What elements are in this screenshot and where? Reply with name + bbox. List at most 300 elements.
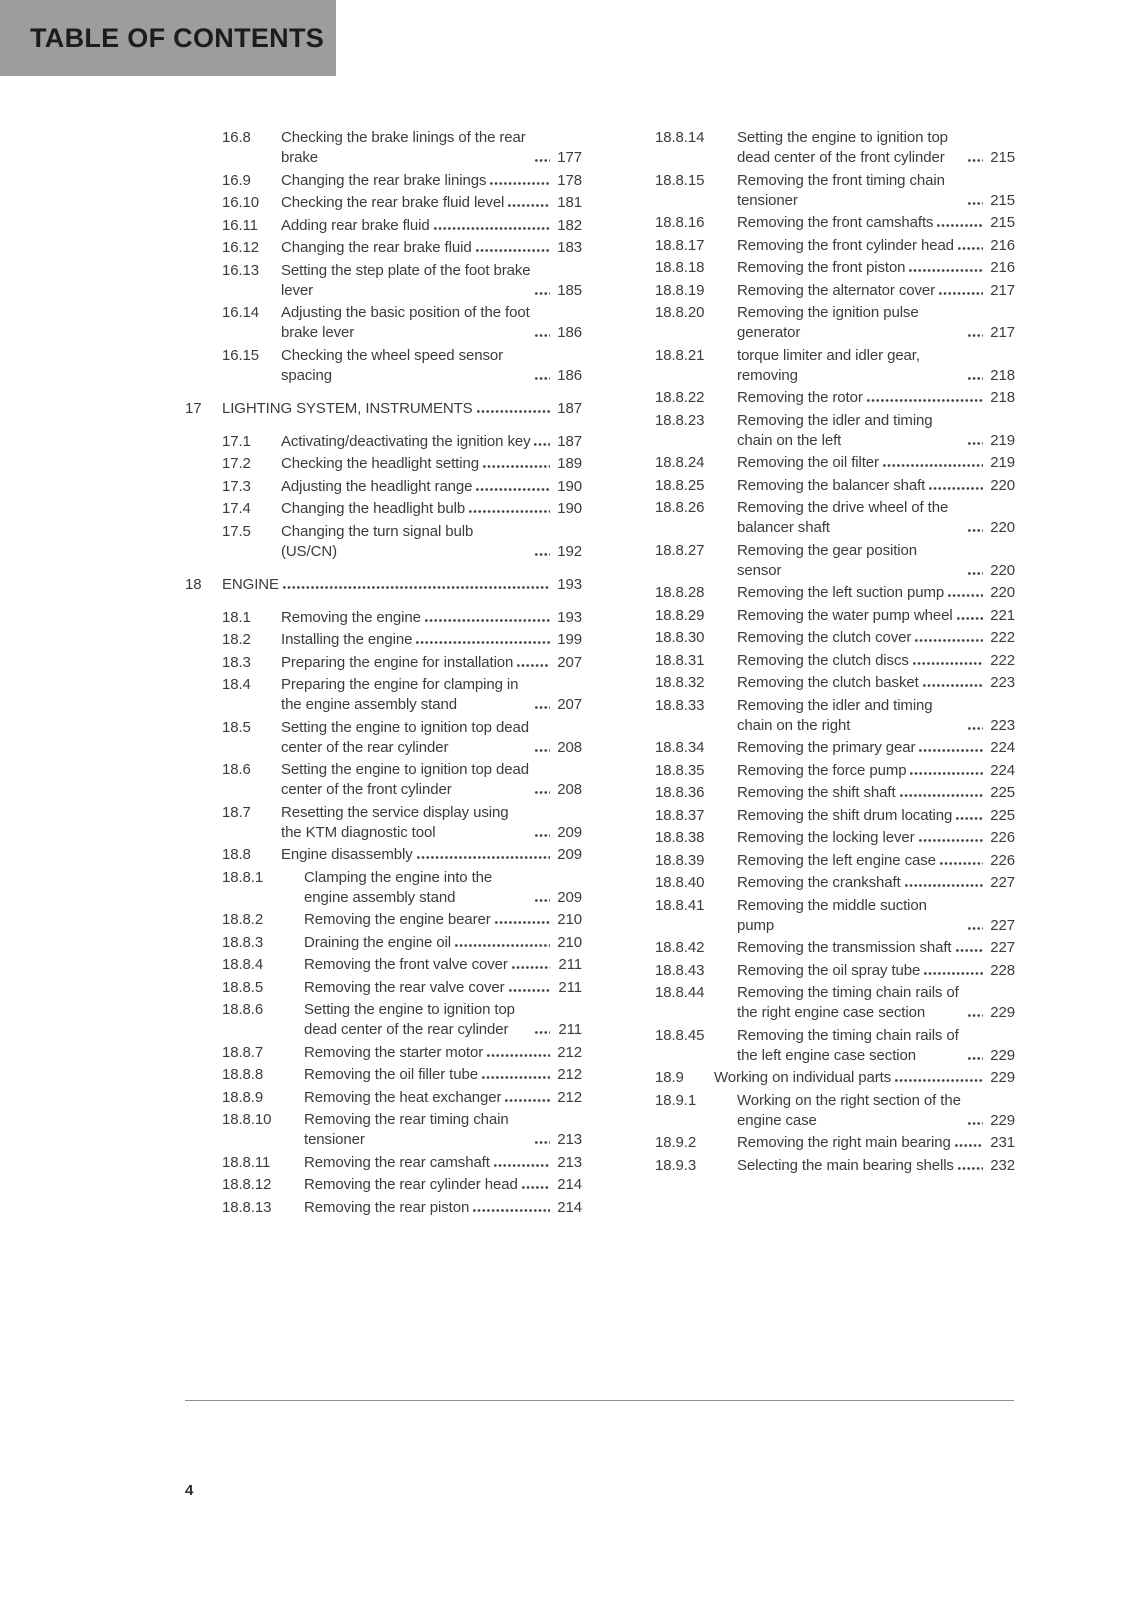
toc-entry[interactable] — [222, 760, 582, 800]
toc-entry[interactable] — [655, 938, 1015, 958]
toc-entry-body — [304, 1110, 582, 1150]
toc-entry-title: Checking the wheel speed sensor spacing — [281, 346, 504, 384]
dot-leader — [928, 485, 983, 492]
toc-entry[interactable] — [222, 454, 582, 474]
dot-leader — [511, 964, 550, 971]
toc-entry-number: 18.8.24 — [655, 454, 705, 471]
toc-entry-title: Activating/deactivating the ignition key — [281, 432, 531, 450]
toc-entry[interactable] — [655, 651, 1015, 671]
dot-leader — [967, 332, 983, 339]
toc-entry[interactable] — [222, 1110, 582, 1150]
toc-entry[interactable] — [655, 346, 1015, 386]
toc-entry-page: 199 — [557, 631, 582, 648]
toc-entry-body — [737, 303, 1015, 343]
toc-entry[interactable] — [655, 828, 1015, 848]
toc-entry-page: 192 — [557, 542, 582, 560]
toc-entry-page: 185 — [557, 281, 582, 299]
toc-entry-number: 18.8.26 — [655, 499, 705, 516]
toc-entry-page: 210 — [557, 911, 582, 928]
toc-entry[interactable] — [655, 236, 1015, 256]
toc-entry[interactable] — [222, 216, 582, 236]
toc-entry-title: Setting the step plate of the foot brake lever — [281, 261, 531, 299]
toc-entry-title: Removing the starter motor — [304, 1043, 484, 1061]
toc-entry-title: Removing the rear piston — [304, 1198, 470, 1216]
toc-entry-number: 17.2 — [222, 455, 251, 472]
toc-entry[interactable] — [222, 868, 582, 908]
toc-entry-page: 186 — [557, 366, 582, 384]
toc-entry-page: 224 — [990, 761, 1015, 779]
dot-leader — [424, 617, 550, 624]
toc-entry[interactable] — [655, 783, 1015, 803]
toc-entry[interactable] — [655, 541, 1015, 581]
toc-entry-number: 18.8.17 — [655, 236, 705, 254]
toc-entry-number: 18.8.20 — [655, 304, 705, 321]
toc-entry-page: 217 — [990, 281, 1015, 299]
toc-entry-number: 16.11 — [222, 216, 258, 234]
dot-leader — [533, 441, 550, 448]
dot-leader — [475, 247, 550, 254]
dot-leader — [504, 1097, 550, 1104]
toc-entry-body — [737, 783, 1015, 803]
toc-entry[interactable] — [655, 453, 1015, 473]
toc-entry-page: 208 — [557, 781, 582, 798]
toc-entry-body — [737, 738, 1015, 758]
toc-entry-number: 18.9.2 — [655, 1134, 697, 1151]
toc-entry[interactable] — [655, 411, 1015, 451]
toc-entry-title: ENGINE — [222, 575, 279, 593]
toc-entry-title: Removing the water pump wheel — [737, 606, 953, 624]
dot-leader — [489, 180, 550, 187]
toc-entry-title: Removing the timing chain rails of the right engine case section — [737, 984, 959, 1021]
toc-entry[interactable] — [655, 498, 1015, 538]
toc-entry-number: 18.8.11 — [222, 1153, 271, 1171]
toc-entry-number: 18.9.3 — [655, 1156, 697, 1174]
toc-entry[interactable] — [222, 718, 582, 758]
toc-entry-page: 219 — [990, 431, 1015, 449]
toc-entry[interactable] — [655, 851, 1015, 871]
toc-entry-page: 212 — [557, 1066, 582, 1083]
toc-entry-body — [737, 896, 1015, 936]
toc-entry[interactable] — [655, 628, 1015, 648]
toc-entry-title: Removing the engine bearer — [304, 911, 491, 928]
toc-entry-body — [281, 303, 582, 343]
toc-entry-body — [304, 1000, 582, 1040]
toc-entry-number: 18.6 — [222, 761, 251, 778]
toc-entry[interactable] — [222, 1065, 582, 1085]
dot-leader — [918, 837, 984, 844]
toc-entry-title: Adding rear brake fluid — [281, 216, 430, 234]
toc-entry-body — [737, 258, 1015, 278]
toc-entry[interactable] — [222, 630, 582, 650]
toc-entry[interactable] — [655, 1091, 1015, 1131]
toc-entry-page: 222 — [990, 629, 1015, 646]
toc-entry-page: 187 — [557, 399, 582, 417]
toc-entry-number: 18.8.43 — [655, 961, 705, 979]
page-number: 4 — [185, 1482, 194, 1499]
dot-leader — [415, 639, 550, 646]
toc-entry-body — [281, 193, 582, 213]
toc-entry[interactable] — [222, 910, 582, 930]
toc-entry-page: 190 — [557, 500, 582, 517]
toc-entry[interactable] — [222, 1000, 582, 1040]
toc-entry-title: Removing the front timing chain tensioner — [737, 171, 945, 209]
toc-entry-title: Removing the rear valve cover — [304, 978, 505, 996]
toc-entry-body — [304, 1175, 582, 1195]
toc-entry-body — [737, 851, 1015, 871]
toc-entry-number: 18.9.1 — [655, 1091, 697, 1109]
toc-entry-page: 220 — [990, 476, 1015, 494]
toc-entry-number: 18.8.42 — [655, 939, 705, 956]
toc-entry-page: 186 — [557, 324, 582, 341]
toc-entry[interactable] — [655, 476, 1015, 496]
dot-leader — [904, 882, 983, 889]
toc-entry-page: 211 — [558, 1021, 582, 1038]
toc-entry-number: 18.8.4 — [222, 956, 264, 973]
toc-entry-page: 218 — [990, 366, 1015, 384]
dot-leader — [433, 225, 550, 232]
toc-entry-page: 218 — [990, 389, 1015, 406]
toc-column-left — [185, 128, 582, 1220]
toc-entry-title: Removing the front piston — [737, 259, 906, 276]
toc-entry-number: 18.5 — [222, 718, 251, 736]
page-title: TABLE OF CONTENTS — [30, 22, 325, 53]
toc-entry-body — [304, 1153, 582, 1173]
dot-leader — [967, 1012, 983, 1019]
dot-leader — [967, 1120, 983, 1127]
toc-entry-body — [281, 760, 582, 800]
toc-entry-page: 181 — [557, 194, 582, 211]
toc-entry-number: 18.8.32 — [655, 674, 705, 691]
toc-entry[interactable] — [222, 1088, 582, 1108]
toc-entry-page: 232 — [990, 1156, 1015, 1174]
toc-entry-number: 18.8.33 — [655, 696, 705, 714]
toc-entry-title: Removing the oil filter — [737, 454, 879, 471]
toc-entry[interactable] — [655, 1156, 1015, 1176]
toc-entry-title: Removing the rotor — [737, 389, 863, 406]
toc-entry-title: Removing the rear cylinder head — [304, 1176, 518, 1193]
toc-entry-number: 18.8.12 — [222, 1176, 272, 1193]
toc-entry[interactable] — [655, 583, 1015, 603]
toc-entry[interactable] — [222, 608, 582, 628]
toc-entry-page: 177 — [557, 149, 582, 166]
toc-entry-title: Removing the balancer shaft — [737, 476, 926, 494]
toc-entry[interactable] — [655, 1068, 1015, 1088]
toc-entry-number: 18.8.22 — [655, 389, 705, 406]
toc-entry-number: 18.8.31 — [655, 651, 705, 669]
toc-entry-body — [737, 961, 1015, 981]
dot-leader — [899, 792, 983, 799]
toc-entry-title: Removing the rear camshaft — [304, 1153, 490, 1171]
dot-leader — [472, 1207, 550, 1214]
toc-entry-title: Removing the rear timing chain tensioner — [304, 1111, 509, 1148]
toc-entry[interactable] — [222, 346, 582, 386]
toc-entry[interactable] — [655, 1133, 1015, 1153]
toc-entry-number: 16.15 — [222, 346, 260, 364]
toc-entry[interactable] — [655, 873, 1015, 893]
toc-entry-page: 221 — [990, 606, 1015, 624]
dot-leader — [882, 462, 983, 469]
dot-leader — [521, 1184, 550, 1191]
toc-entry-page: 193 — [557, 575, 582, 593]
toc-entry[interactable] — [655, 303, 1015, 343]
toc-entry[interactable] — [655, 738, 1015, 758]
toc-entry-number: 18 — [185, 575, 202, 593]
toc-entry-title: Changing the rear brake fluid — [281, 239, 472, 256]
toc-entry-title: Checking the brake linings of the rear brake — [281, 129, 526, 166]
toc-entry[interactable] — [222, 1043, 582, 1063]
toc-entry-body — [737, 606, 1015, 626]
toc-entry-page: 183 — [557, 239, 582, 256]
toc-entry[interactable] — [185, 399, 582, 419]
toc-entry[interactable] — [655, 281, 1015, 301]
dot-leader — [918, 747, 983, 754]
toc-entry-title: Draining the engine oil — [304, 933, 451, 951]
toc-entry-body — [281, 261, 582, 301]
toc-entry-page: 209 — [557, 823, 582, 841]
toc-entry-number: 18.8.37 — [655, 806, 705, 824]
dot-leader — [475, 486, 550, 493]
dot-leader — [957, 1165, 983, 1172]
dot-leader — [534, 747, 550, 754]
toc-entry-page: 219 — [990, 454, 1015, 471]
dot-leader — [534, 375, 550, 382]
toc-entry-page: 227 — [990, 874, 1015, 891]
toc-entry-number: 18.4 — [222, 676, 251, 693]
toc-entry-page: 212 — [557, 1088, 582, 1106]
toc-entry-title: Removing the middle suction pump — [737, 896, 927, 934]
dot-leader — [967, 440, 983, 447]
toc-entry-number: 18.8.39 — [655, 851, 705, 869]
toc-entry-body — [737, 583, 1015, 603]
toc-entry-number: 18.8.25 — [655, 476, 705, 494]
toc-entry-title: Removing the timing chain rails of the left engine case section — [737, 1026, 959, 1064]
toc-entry-body — [737, 171, 1015, 211]
toc-entry-body — [304, 978, 582, 998]
toc-entry-number: 18.1 — [222, 608, 251, 626]
dot-leader — [534, 1139, 550, 1146]
toc-entry-title: Setting the engine to ignition top dead center of the rear cylinder — [304, 1001, 515, 1038]
toc-entry[interactable] — [222, 477, 582, 497]
toc-entry-page: 228 — [990, 961, 1015, 979]
toc-entry-number: 18.8.6 — [222, 1001, 264, 1018]
toc-entry-page: 224 — [990, 739, 1015, 756]
dot-leader — [912, 660, 983, 667]
dot-leader — [967, 1055, 983, 1062]
toc-entry-number: 18.8.3 — [222, 933, 264, 951]
toc-entry-number: 16.14 — [222, 304, 260, 321]
toc-entry-number: 18.8.21 — [655, 346, 705, 364]
toc-entry-number: 18.8.27 — [655, 541, 705, 559]
toc-entry-page: 182 — [557, 216, 582, 234]
toc-entry-body — [737, 1026, 1015, 1066]
toc-entry[interactable] — [655, 258, 1015, 278]
toc-entry-number: 18.9 — [655, 1069, 684, 1086]
toc-entry-number: 17 — [185, 399, 202, 417]
toc-entry-body — [737, 346, 1015, 386]
toc-entry-body — [281, 454, 582, 474]
toc-entry[interactable] — [222, 238, 582, 258]
toc-entry[interactable] — [655, 213, 1015, 233]
toc-entry[interactable] — [655, 673, 1015, 693]
dot-leader — [516, 662, 550, 669]
toc-entry-title: Removing the front valve cover — [304, 956, 508, 973]
toc-entry[interactable] — [655, 606, 1015, 626]
toc-entry[interactable] — [655, 128, 1015, 168]
toc-entry-title: Preparing the engine for installation — [281, 653, 514, 671]
toc-entry-page: 215 — [990, 149, 1015, 166]
toc-entry-body — [281, 238, 582, 258]
toc-entry[interactable] — [655, 983, 1015, 1023]
toc-entry-page: 225 — [990, 784, 1015, 801]
toc-entry-page: 226 — [990, 851, 1015, 869]
toc-entry-title: Removing the front cylinder head — [737, 236, 954, 254]
toc-entry-page: 178 — [557, 171, 582, 189]
toc-entry-body — [737, 476, 1015, 496]
toc-entry-page: 227 — [990, 916, 1015, 934]
toc-entry-page: 223 — [990, 674, 1015, 691]
dot-leader — [534, 290, 550, 297]
toc-entry-number: 18.8.10 — [222, 1111, 272, 1128]
toc-entry-number: 18.8.36 — [655, 784, 705, 801]
toc-entry[interactable] — [655, 761, 1015, 781]
dot-leader — [282, 584, 550, 591]
toc-entry-number: 18.3 — [222, 653, 251, 671]
toc-entry[interactable] — [655, 171, 1015, 211]
toc-entry[interactable] — [655, 1026, 1015, 1066]
toc-entry-body — [281, 522, 582, 562]
toc-entry-number: 18.7 — [222, 803, 251, 821]
toc-entry-number: 18.8.19 — [655, 281, 705, 299]
toc-entry[interactable] — [222, 803, 582, 843]
toc-entry-title: Removing the alternator cover — [737, 281, 936, 299]
toc-entry[interactable] — [185, 575, 582, 595]
toc-entry-page: 190 — [557, 477, 582, 495]
toc-entry-page: 220 — [990, 561, 1015, 579]
toc-entry[interactable] — [655, 806, 1015, 826]
toc-entry[interactable] — [222, 522, 582, 562]
toc-entry-number: 18.8.40 — [655, 874, 705, 891]
toc-entry[interactable] — [222, 1153, 582, 1173]
toc-entry-body — [737, 128, 1015, 168]
dot-leader — [534, 789, 550, 796]
toc-column-right — [618, 128, 1015, 1220]
toc-entry-number: 16.10 — [222, 194, 260, 211]
toc-entry-number: 18.8.45 — [655, 1026, 705, 1044]
toc-entry-body — [222, 575, 582, 595]
toc-entry-page: 217 — [990, 324, 1015, 341]
toc-entry[interactable] — [222, 1198, 582, 1218]
toc-entry[interactable] — [655, 896, 1015, 936]
footer-rule — [185, 1400, 1014, 1401]
dot-leader — [957, 245, 983, 252]
toc-entry[interactable] — [222, 193, 582, 213]
toc-entry-title: torque limiter and idler gear, removing — [737, 346, 920, 384]
toc-entry-title: Removing the transmission shaft — [737, 939, 952, 956]
toc-entry-title: Adjusting the headlight range — [281, 477, 473, 495]
dot-leader — [534, 704, 550, 711]
toc-entry[interactable] — [222, 955, 582, 975]
toc-entry-title: Removing the clutch cover — [737, 629, 912, 646]
dot-leader — [493, 1162, 550, 1169]
toc-entry-page: 213 — [557, 1153, 582, 1171]
toc-entry[interactable] — [222, 171, 582, 191]
toc-entry-page: 216 — [990, 236, 1015, 254]
toc-entry[interactable] — [222, 845, 582, 865]
toc-entry[interactable] — [655, 961, 1015, 981]
toc-entry-number: 16.12 — [222, 239, 260, 256]
toc-entry-title: Removing the gear position sensor — [737, 541, 918, 579]
toc-entry-number: 17.1 — [222, 432, 251, 450]
toc-entry-number: 18.8.38 — [655, 829, 705, 846]
toc-entry-body — [737, 1156, 1015, 1176]
dot-leader — [866, 397, 983, 404]
toc-entry-page: 220 — [990, 519, 1015, 536]
toc-entry-page: 211 — [558, 978, 582, 996]
dot-leader — [967, 157, 983, 164]
toc-entry-title: Working on individual parts — [714, 1069, 892, 1086]
toc-entry-title: Adjusting the basic position of the foot brake lever — [281, 304, 530, 341]
toc-entry-number: 18.2 — [222, 631, 251, 648]
dot-leader — [967, 725, 983, 732]
dot-leader — [939, 860, 983, 867]
toc-entry-page: 212 — [557, 1043, 582, 1061]
toc-entry-body — [737, 498, 1015, 538]
toc-entry-body — [304, 955, 582, 975]
toc-entry-title: Removing the crankshaft — [737, 874, 901, 891]
toc-entry-title: Removing the ignition pulse generator — [737, 304, 919, 341]
toc-entry[interactable] — [222, 432, 582, 452]
toc-entry[interactable] — [222, 675, 582, 715]
dot-leader — [914, 637, 983, 644]
toc-entry-number: 18.8.41 — [655, 896, 705, 914]
toc-entry-number: 18.8.28 — [655, 584, 705, 601]
toc-entry-body — [281, 653, 582, 673]
toc-entry-number: 18.8.1 — [222, 868, 264, 886]
toc-entry-page: 229 — [990, 1069, 1015, 1086]
toc-entry[interactable] — [222, 499, 582, 519]
dot-leader — [416, 854, 550, 861]
toc-entry-title: Removing the oil filler tube — [304, 1066, 478, 1083]
toc-entry[interactable] — [655, 388, 1015, 408]
toc-entry-title: Resetting the service display using the KTM diagnostic tool — [281, 803, 509, 841]
toc-entry[interactable] — [222, 653, 582, 673]
toc-entry[interactable] — [222, 261, 582, 301]
toc-entry-page: 207 — [557, 653, 582, 671]
toc-entry-body — [281, 803, 582, 843]
toc-entry-body — [737, 281, 1015, 301]
toc-entry-body — [737, 388, 1015, 408]
toc-entry[interactable] — [222, 978, 582, 998]
dot-leader — [534, 897, 550, 904]
toc-entry-number: 18.8.8 — [222, 1066, 264, 1083]
toc-entry-body — [281, 477, 582, 497]
toc-entry-page: 231 — [990, 1134, 1015, 1151]
toc-entry-page: 193 — [557, 608, 582, 626]
toc-entry[interactable] — [655, 696, 1015, 736]
toc-entry-body — [737, 938, 1015, 958]
toc-entry-body — [281, 216, 582, 236]
toc-entry-number: 18.8.14 — [655, 129, 705, 146]
toc-entry[interactable] — [222, 303, 582, 343]
toc-entry[interactable] — [222, 933, 582, 953]
toc-entry-body — [737, 411, 1015, 451]
toc-entry-page: 220 — [990, 584, 1015, 601]
dot-leader — [534, 157, 550, 164]
toc-entry[interactable] — [222, 128, 582, 168]
toc-entry[interactable] — [222, 1175, 582, 1195]
toc-entry-title: Removing the front camshafts — [737, 214, 934, 231]
toc-entry-body — [304, 1088, 582, 1108]
